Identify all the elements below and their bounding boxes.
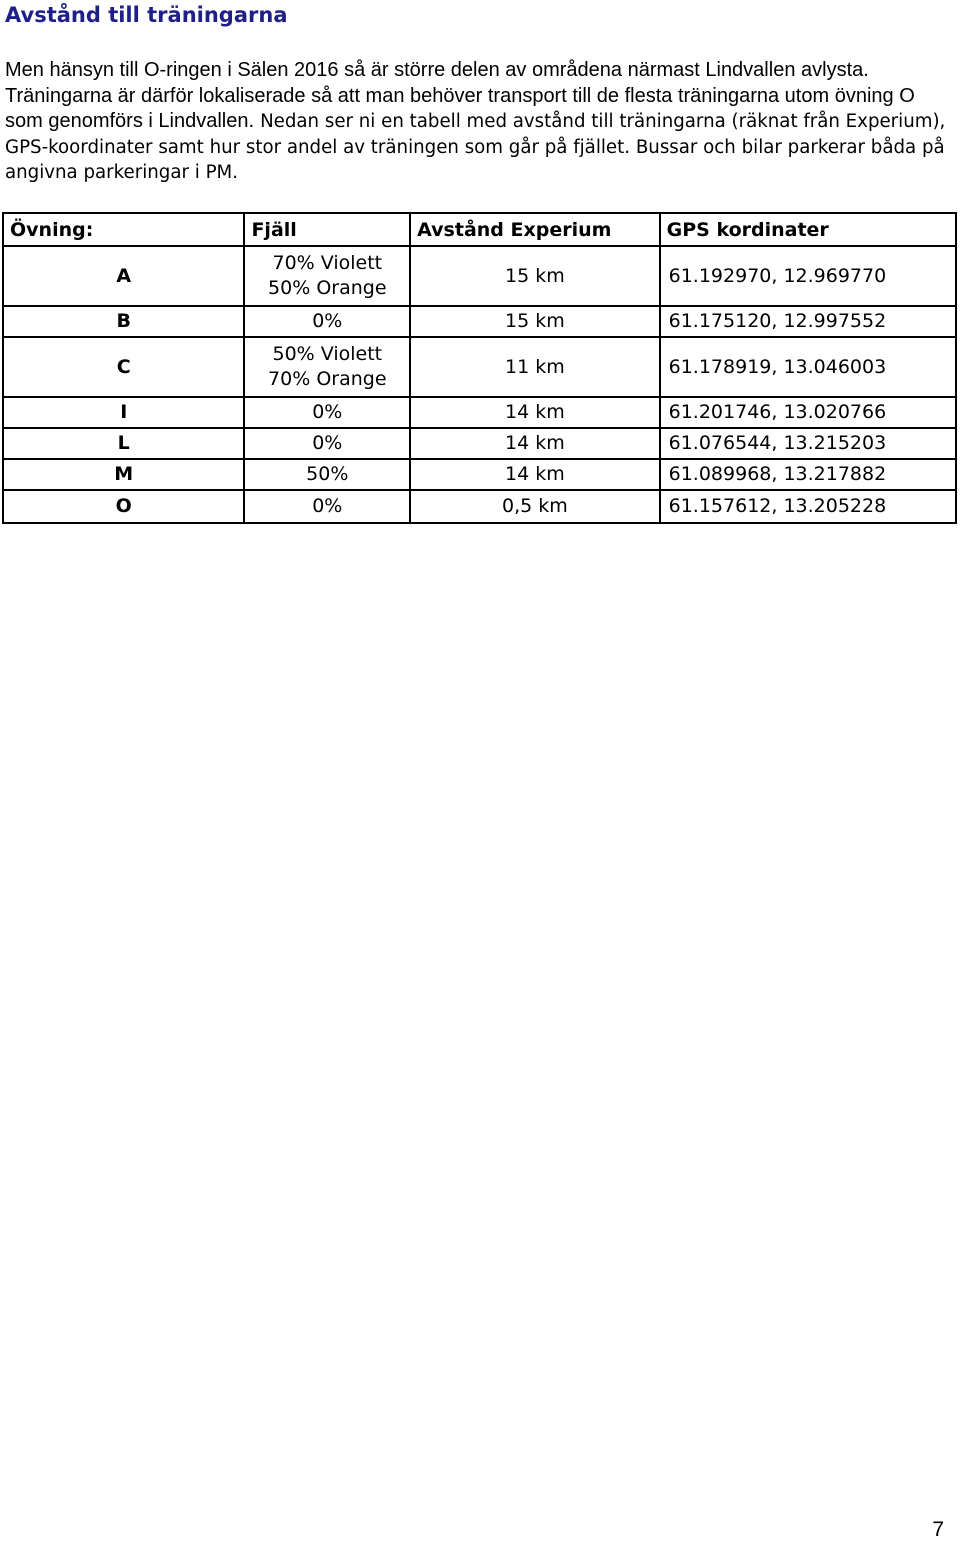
table-row [3,490,956,523]
fjall-line: 70% Orange [268,368,387,390]
header-exercise: Övning: [3,213,244,246]
fjall-cell: 0% [244,306,410,337]
fjall-line: 70% Violett [272,252,383,274]
gps-cell: 61.076544, 13.215203 [660,428,956,459]
intro-text-part2: Nedan ser ni en tabell med avstånd till träningarna (räknat från Experium), GPS-koordinater samt hur stor andel av träningen som går på fjället. Bussar och bilar parkerar båda på angivna parkeringar i PM. [5,111,946,183]
table-row [3,337,956,397]
distance-cell: 11 km [410,337,659,397]
table-header-row [3,213,956,246]
header-fjall: Fjäll [244,213,410,246]
fjall-cell [244,246,410,306]
page-number: 7 [932,1518,944,1541]
distance-cell: 14 km [410,397,659,428]
intro-text-part1: Men hänsyn till O-ringen i Sälen 2016 så är större delen av områdena närmast Lindvallen avlysta. Träningarna är därför lokaliserade så att man behöver transport till de flesta träningarna utom övning O som genomförs i Lindvallen. [5,59,915,132]
exercise-cell: M [3,459,244,490]
gps-cell: 61.175120, 12.997552 [660,306,956,337]
gps-cell: 61.192970, 12.969770 [660,246,956,306]
gps-cell: 61.178919, 13.046003 [660,337,956,397]
gps-cell: 61.201746, 13.020766 [660,397,956,428]
table-row [3,397,956,428]
exercise-cell: B [3,306,244,337]
exercise-cell: O [3,490,244,523]
gps-cell: 61.089968, 13.217882 [660,459,956,490]
distance-cell: 15 km [410,246,659,306]
exercise-cell: L [3,428,244,459]
header-distance: Avstånd Experium [410,213,659,246]
intro-paragraph [5,58,955,186]
distance-cell: 15 km [410,306,659,337]
table-row [3,459,956,490]
header-gps: GPS kordinater [660,213,956,246]
fjall-cell: 0% [244,428,410,459]
fjall-cell: 50% [244,459,410,490]
fjall-line: 50% Violett [272,343,383,365]
fjall-line: 50% Orange [268,277,387,299]
fjall-cell: 0% [244,490,410,523]
table-row [3,306,956,337]
distance-cell: 0,5 km [410,490,659,523]
page-heading: Avstånd till träningarna [5,3,288,27]
gps-cell: 61.157612, 13.205228 [660,490,956,523]
fjall-cell: 0% [244,397,410,428]
table-row [3,246,956,306]
training-distance-table [2,212,957,524]
exercise-cell: A [3,246,244,306]
distance-cell: 14 km [410,428,659,459]
fjall-cell [244,337,410,397]
exercise-cell: I [3,397,244,428]
table-row [3,428,956,459]
exercise-cell: C [3,337,244,397]
distance-cell: 14 km [410,459,659,490]
